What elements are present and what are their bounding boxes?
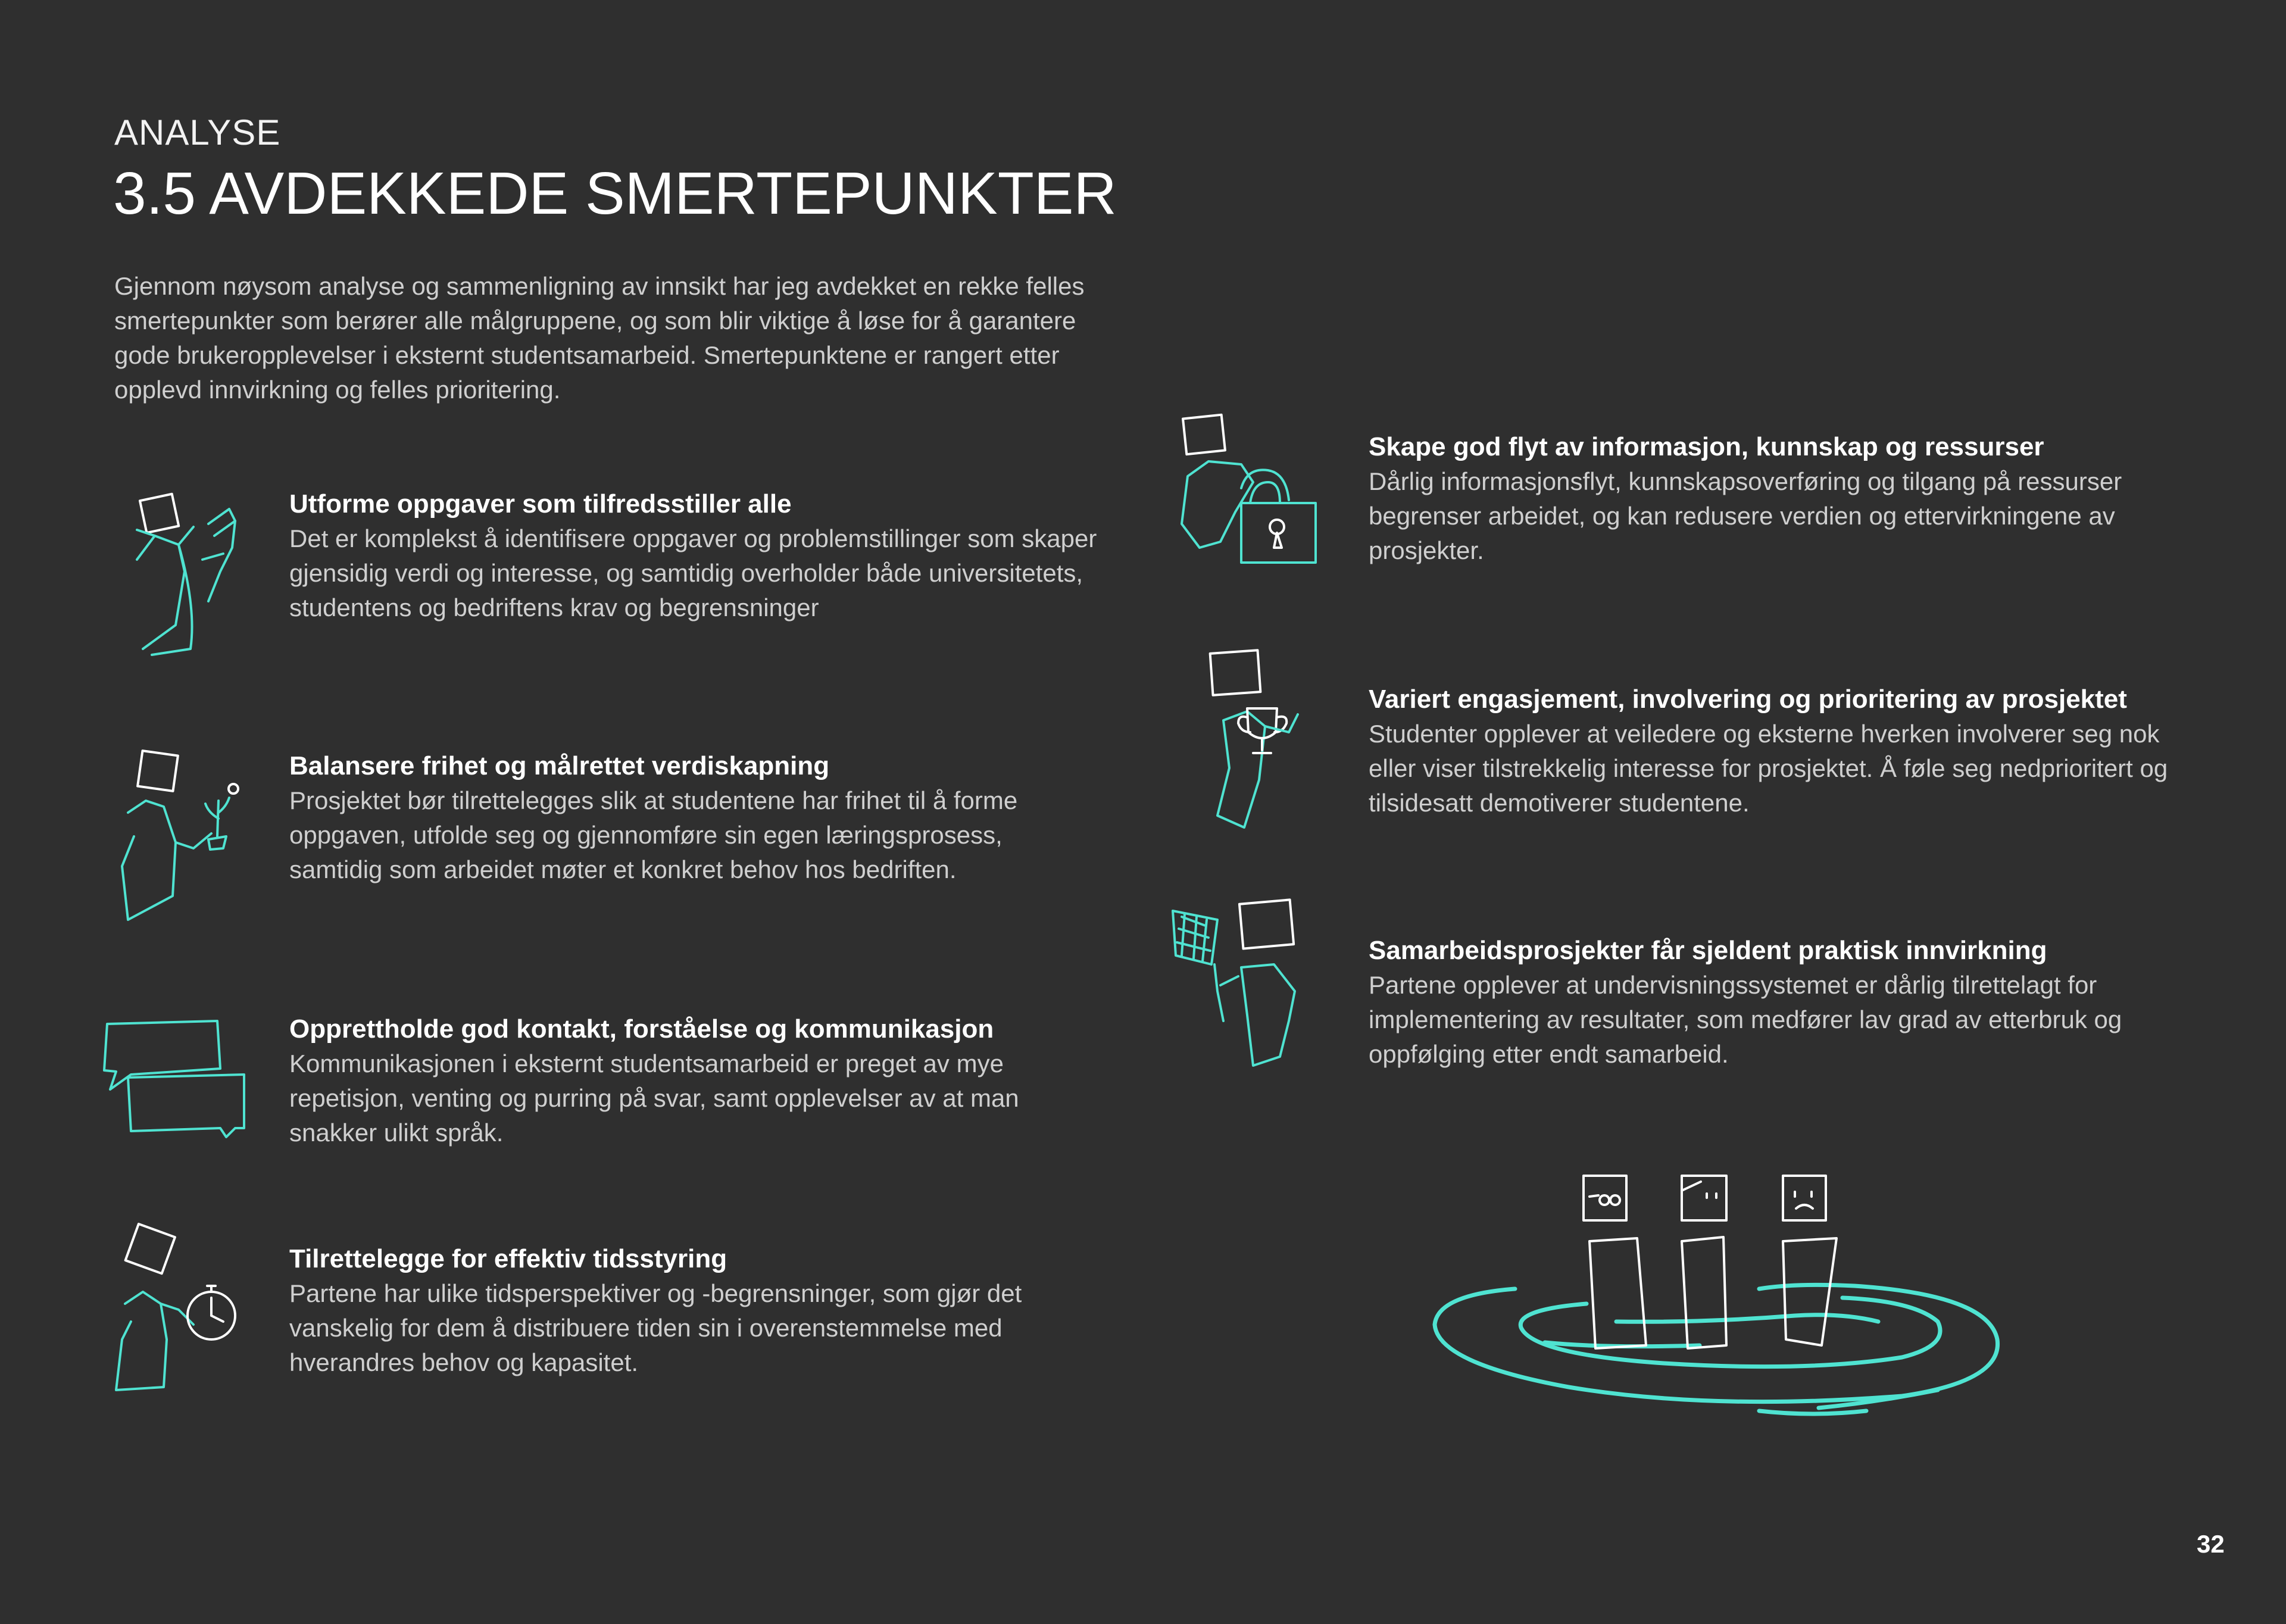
pain-point-text: Kommunikasjonen i eksternt studentsamarbeid er preget av mye repetisjon, venting og purring på svar, samt opplevelser av at man snakker ulikt språk. bbox=[289, 1050, 1019, 1147]
pain-point-title: Utforme oppgaver som tilfredsstiller alle bbox=[289, 489, 792, 519]
pain-point-text: Det er komplekst å identifisere oppgaver og problemstillinger som skaper gjensidig verdi og interesse, og samtidig overholder både universitetets, studentens og bedriftens krav og begrensninger bbox=[289, 524, 1097, 622]
pain-point-7 bbox=[1369, 933, 2178, 1072]
page-number: 32 bbox=[2197, 1530, 2225, 1558]
figure-with-plant-icon bbox=[116, 747, 262, 923]
pain-point-title: Balansere frihet og målrettet verdiskapning bbox=[289, 751, 830, 780]
pain-point-text: Dårlig informasjonsflyt, kunnskapsoverføring og tilgang på ressurser begrenser arbeidet, og kan redusere verdien og ettervirkningene av prosjekter. bbox=[1369, 467, 2122, 564]
pain-point-title: Tilrettelegge for effektiv tidsstyring bbox=[289, 1244, 727, 1273]
pain-point-title: Opprettholde god kontakt, forståelse og kommunikasjon bbox=[289, 1014, 994, 1044]
pain-point-6 bbox=[1369, 682, 2202, 820]
pain-point-4 bbox=[289, 1242, 1099, 1380]
pain-point-2 bbox=[289, 749, 1099, 887]
figure-with-stopwatch-icon bbox=[113, 1220, 256, 1393]
three-figures-in-whirlpool-icon bbox=[1426, 1167, 2009, 1429]
intro-paragraph: Gjennom nøysom analyse og sammenligning av innsikt har jeg avdekket en rekke felles smertepunkter som berører alle målgruppene, og som blir viktige å løse for å garantere gode brukeropplevelser i eksternt studentsamarbeid. Smertepunktene er rangert etter opplevd innvirkning og felles prioritering. bbox=[114, 272, 1085, 404]
pain-point-title: Skape god flyt av informasjon, kunnskap og ressurser bbox=[1369, 432, 2044, 461]
pain-point-text: Partene har ulike tidsperspektiver og -begrensninger, som gjør det vanskelig for dem å distribuere tiden sin i overenstemmelse med hverandres behov og kapasitet. bbox=[289, 1279, 1022, 1376]
figures-high-five-icon bbox=[119, 488, 298, 661]
figure-with-checkered-flag-icon bbox=[1170, 896, 1328, 1072]
pain-point-text: Partene opplever at undervisningssystemet er dårlig tilrettelagt for implementering av resultater, som medfører lav grad av etterbruk og oppfølging etter endt samarbeid. bbox=[1369, 971, 2122, 1068]
figure-with-trophy-icon bbox=[1206, 649, 1325, 833]
pain-point-1 bbox=[289, 487, 1099, 625]
page-title: 3.5 AVDEKKEDE SMERTEPUNKTER bbox=[113, 160, 1117, 227]
pain-point-title: Samarbeidsprosjekter får sjeldent praktisk innvirkning bbox=[1369, 936, 2047, 965]
section-label: ANALYSE bbox=[114, 113, 281, 152]
pain-point-text: Prosjektet bør tilrettelegges slik at studentene har frihet til å forme oppgaven, utfolde seg og gjennomføre sin egen læringsprosess, samtidig som arbeidet møter et konkret behov hos bedriften. bbox=[289, 786, 1018, 883]
speech-bubbles-icon bbox=[101, 1018, 250, 1140]
pain-point-5 bbox=[1369, 430, 2178, 568]
pain-point-title: Variert engasjement, involvering og prioritering av prosjektet bbox=[1369, 685, 2127, 714]
figure-with-padlock-icon bbox=[1176, 405, 1336, 574]
pain-point-3 bbox=[289, 1012, 1099, 1150]
pain-point-text: Studenter opplever at veiledere og eksterne hverken involverer seg nok eller viser tilstrekkelig interesse for prosjektet. Å føle seg nedprioritert og tilsidesatt demotiverer studentene. bbox=[1369, 720, 2168, 817]
